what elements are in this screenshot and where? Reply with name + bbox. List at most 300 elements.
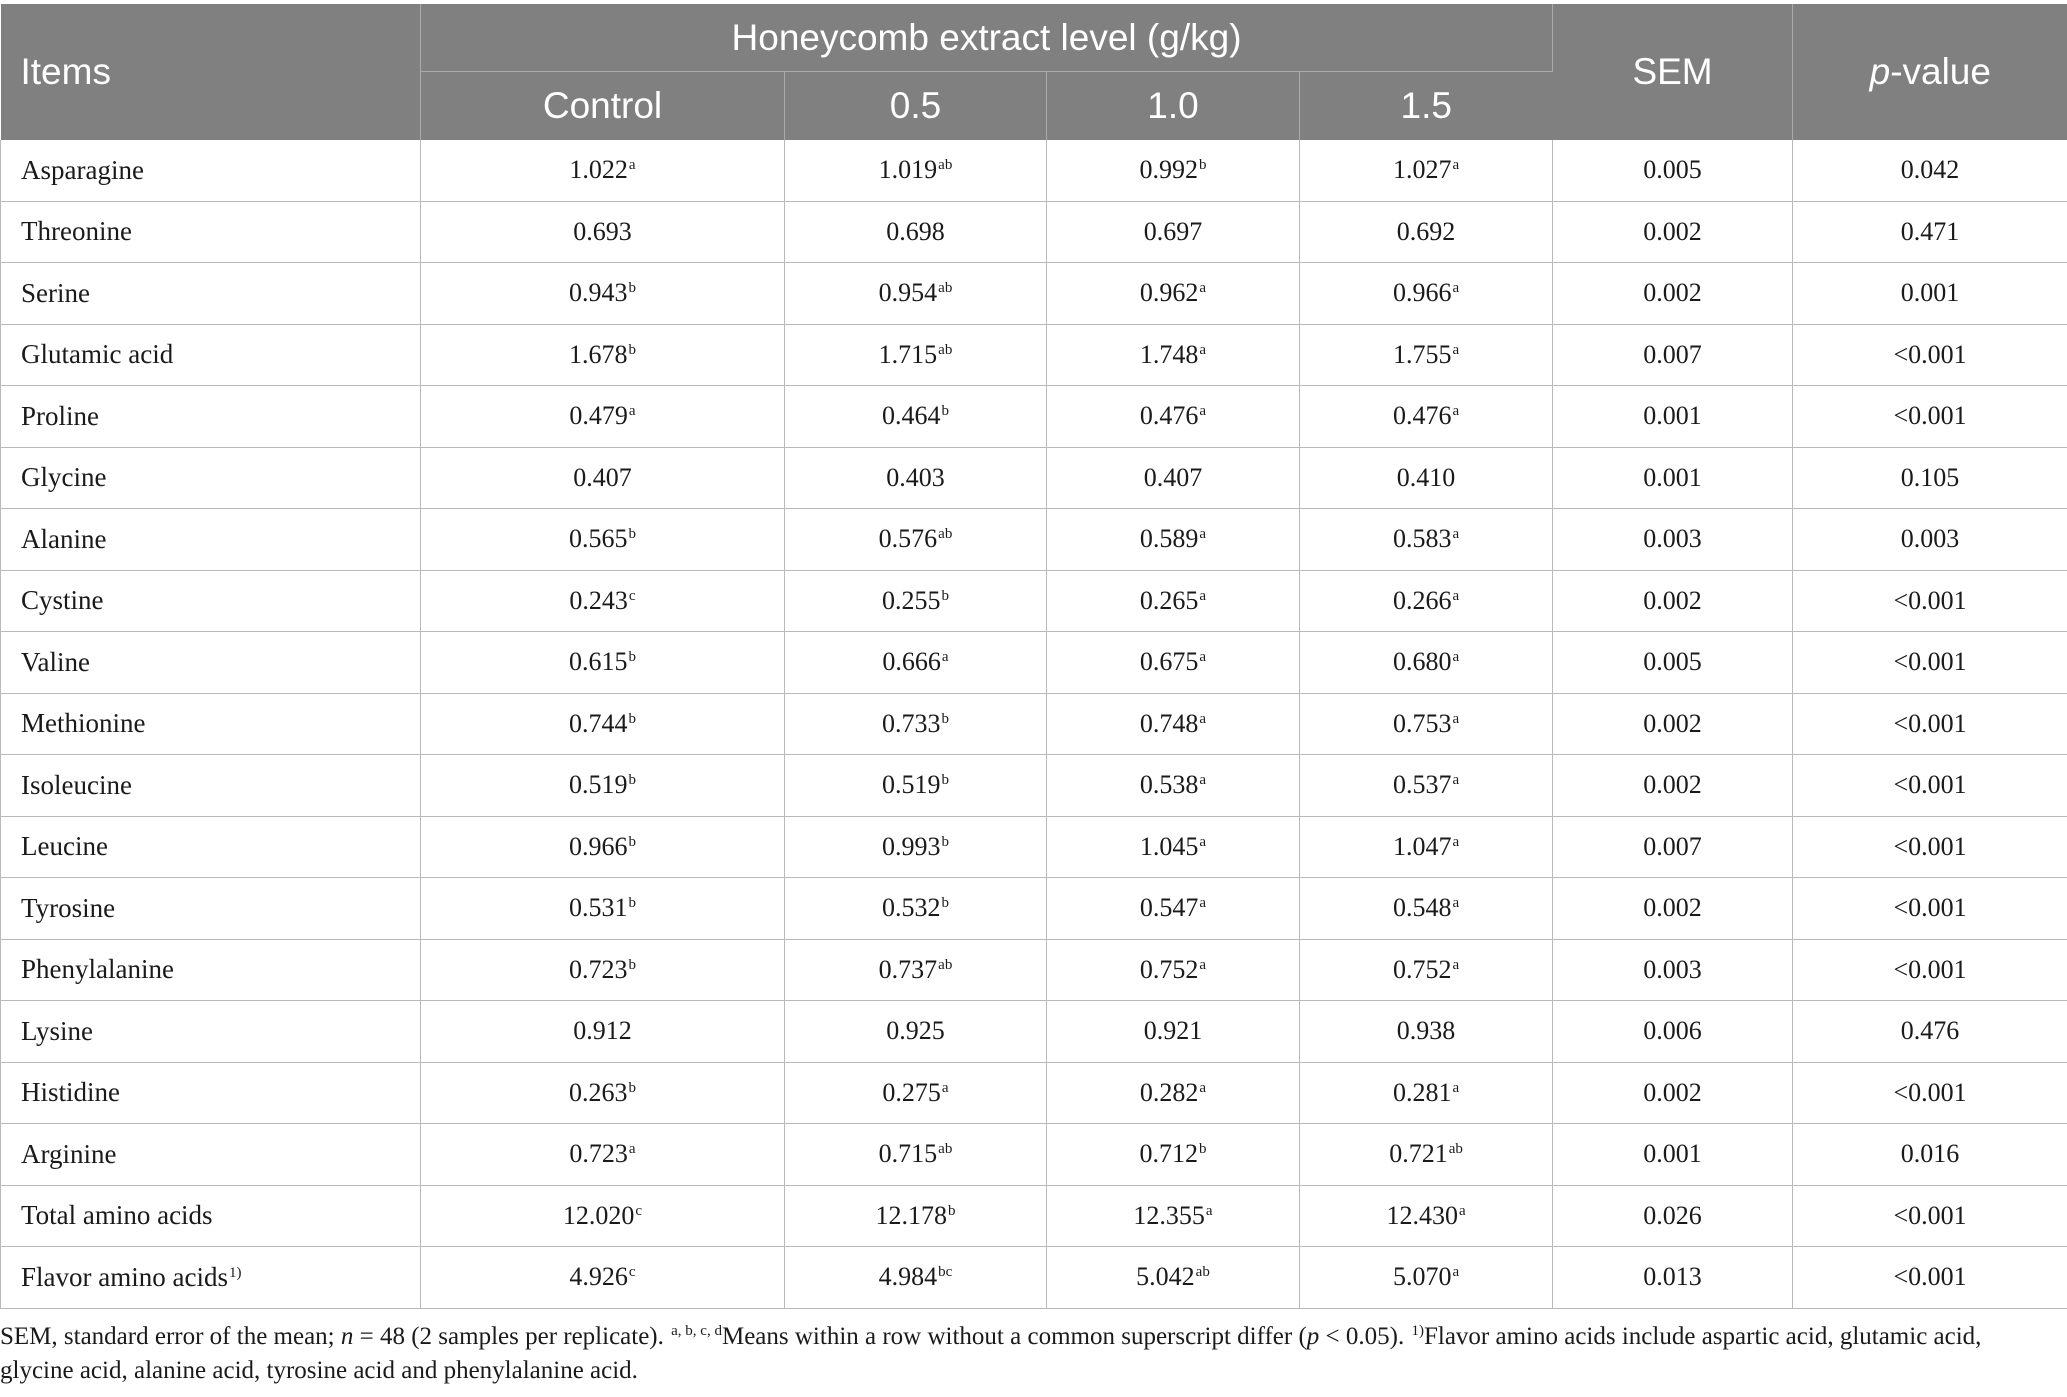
row-value: 0.962 xyxy=(1139,278,1199,308)
row-value: 1.022 xyxy=(569,155,628,185)
row-value-superscript: a xyxy=(1452,587,1460,604)
row-value-superscript: b xyxy=(941,772,949,789)
row-value: 0.263 xyxy=(569,1077,628,1107)
row-p-value: <0.001 xyxy=(1793,816,2067,878)
row-value-cell xyxy=(1300,878,1553,940)
footnote-text-4: < 0.05). xyxy=(1319,1323,1411,1350)
row-p-value: 0.016 xyxy=(1793,1124,2067,1186)
row-value: 12.178 xyxy=(875,1200,947,1230)
row-value-superscript: b xyxy=(628,341,636,358)
row-value-cell xyxy=(785,1185,1047,1247)
row-value-cell xyxy=(1300,939,1553,1001)
row-value-cell xyxy=(1047,263,1300,325)
row-item-label: Alanine xyxy=(21,523,107,554)
row-p-value: 0.001 xyxy=(1793,263,2067,325)
row-value: 12.430 xyxy=(1386,1200,1458,1230)
table-row xyxy=(1,1185,2067,1247)
row-value-cell xyxy=(421,632,785,694)
row-value-superscript: b xyxy=(1199,157,1207,174)
row-value-superscript: a xyxy=(628,157,636,174)
row-value-superscript: ab xyxy=(1448,1141,1463,1158)
row-value: 12.355 xyxy=(1133,1200,1205,1230)
header-items: Items xyxy=(1,4,421,140)
row-value: 1.748 xyxy=(1139,339,1199,369)
row-item-cell xyxy=(1,1124,421,1186)
row-item-cell xyxy=(1,570,421,632)
row-value-superscript: b xyxy=(941,710,949,727)
table-row xyxy=(1,878,2067,940)
row-value-cell xyxy=(1300,632,1553,694)
row-value: 0.715 xyxy=(878,1139,938,1169)
data-table-container xyxy=(0,4,2067,1309)
row-p-value: <0.001 xyxy=(1793,1062,2067,1124)
table-row xyxy=(1,324,2067,386)
row-value-cell xyxy=(1047,201,1300,263)
row-value-cell xyxy=(1047,324,1300,386)
row-value: 0.723 xyxy=(569,1139,628,1169)
row-value-superscript: ab xyxy=(938,157,953,174)
row-value-cell xyxy=(421,816,785,878)
row-value: 0.921 xyxy=(1143,1016,1203,1046)
row-sem: 0.013 xyxy=(1553,1247,1793,1309)
row-value: 0.281 xyxy=(1392,1077,1452,1107)
row-value-cell xyxy=(421,1247,785,1309)
row-item-cell xyxy=(1,1185,421,1247)
row-value-superscript: a xyxy=(1452,833,1460,850)
header-level-1-5: 1.5 xyxy=(1300,72,1553,141)
row-item-label: Flavor amino acids xyxy=(21,1261,228,1292)
row-item-label: Total amino acids xyxy=(21,1200,213,1231)
row-value-cell xyxy=(785,878,1047,940)
row-sem: 0.002 xyxy=(1553,1062,1793,1124)
row-value-cell xyxy=(1300,570,1553,632)
row-value-cell xyxy=(785,1124,1047,1186)
row-value: 1.047 xyxy=(1392,831,1452,861)
row-item-label: Threonine xyxy=(21,216,132,247)
row-sem: 0.007 xyxy=(1553,816,1793,878)
row-value-cell xyxy=(421,1062,785,1124)
row-value-cell xyxy=(1047,878,1300,940)
row-value-cell xyxy=(1300,755,1553,817)
row-value-cell xyxy=(785,324,1047,386)
row-value: 0.966 xyxy=(1392,278,1452,308)
row-value-cell xyxy=(1047,570,1300,632)
row-value: 0.925 xyxy=(886,1016,945,1046)
row-value-cell xyxy=(785,447,1047,509)
row-sem: 0.002 xyxy=(1553,755,1793,817)
row-value-superscript: a xyxy=(1452,1264,1460,1281)
row-value: 0.519 xyxy=(882,770,941,800)
footnote-p: p xyxy=(1306,1323,1320,1350)
row-item-label: Glycine xyxy=(21,462,107,493)
row-value-superscript: a xyxy=(941,649,949,666)
table-row xyxy=(1,509,2067,571)
row-value-superscript: b xyxy=(1199,1141,1207,1158)
row-sem: 0.001 xyxy=(1553,386,1793,448)
row-value: 4.984 xyxy=(878,1262,938,1292)
row-value: 0.583 xyxy=(1392,524,1452,554)
header-p-italic: p xyxy=(1869,51,1891,92)
row-value-cell xyxy=(785,140,1047,201)
row-value-superscript: b xyxy=(941,833,949,850)
row-value-cell xyxy=(785,201,1047,263)
row-sem: 0.005 xyxy=(1553,632,1793,694)
row-p-value: <0.001 xyxy=(1793,324,2067,386)
row-item-label: Serine xyxy=(21,277,90,308)
row-value: 0.752 xyxy=(1392,954,1452,984)
table-row xyxy=(1,1062,2067,1124)
row-value-superscript: a xyxy=(1199,526,1207,543)
row-value-superscript: b xyxy=(628,1079,636,1096)
row-value-cell xyxy=(1300,1185,1553,1247)
row-value: 0.266 xyxy=(1392,585,1452,615)
row-value-superscript: a xyxy=(1199,280,1207,297)
table-row xyxy=(1,447,2067,509)
row-value-superscript: a xyxy=(1452,649,1460,666)
row-value: 0.265 xyxy=(1139,585,1199,615)
row-item-cell xyxy=(1,755,421,817)
row-p-value: <0.001 xyxy=(1793,1247,2067,1309)
row-value: 0.255 xyxy=(882,585,941,615)
header-level-control: Control xyxy=(421,72,785,141)
row-value-superscript: ab xyxy=(938,341,953,358)
row-value: 0.407 xyxy=(1143,462,1203,492)
row-value: 0.615 xyxy=(569,647,628,677)
table-body xyxy=(1,140,2067,1308)
table-row xyxy=(1,632,2067,694)
row-value-cell xyxy=(1047,693,1300,755)
row-value: 5.070 xyxy=(1392,1262,1452,1292)
row-value-cell xyxy=(1047,447,1300,509)
row-value-cell xyxy=(1047,1247,1300,1309)
row-value-cell xyxy=(1300,386,1553,448)
row-value: 0.680 xyxy=(1392,647,1452,677)
row-item-cell xyxy=(1,632,421,694)
row-value-superscript: b xyxy=(941,895,949,912)
row-value-cell xyxy=(1047,509,1300,571)
row-value: 0.537 xyxy=(1392,770,1452,800)
row-value-superscript: b xyxy=(628,772,636,789)
row-value-cell xyxy=(421,570,785,632)
row-item-label: Lysine xyxy=(21,1015,93,1046)
row-value-cell xyxy=(785,509,1047,571)
row-value-cell xyxy=(421,140,785,201)
row-value-cell xyxy=(421,878,785,940)
row-value: 0.531 xyxy=(569,893,628,923)
row-value: 0.464 xyxy=(882,401,941,431)
row-value-superscript: a xyxy=(1458,1202,1466,1219)
row-value-superscript: a xyxy=(1199,1079,1207,1096)
row-value-cell xyxy=(1300,1001,1553,1063)
row-value: 4.926 xyxy=(569,1262,628,1292)
table-row xyxy=(1,755,2067,817)
row-p-value: <0.001 xyxy=(1793,693,2067,755)
row-value-cell xyxy=(1047,1001,1300,1063)
row-value-cell xyxy=(1047,140,1300,201)
row-value-superscript: c xyxy=(628,587,636,604)
row-value-cell xyxy=(785,755,1047,817)
row-p-value: <0.001 xyxy=(1793,632,2067,694)
footnote-text-1: SEM, standard error of the mean; xyxy=(0,1323,341,1350)
row-item-cell xyxy=(1,1001,421,1063)
header-sem: SEM xyxy=(1553,4,1793,140)
row-item-label: Phenylalanine xyxy=(21,954,174,985)
row-value-cell xyxy=(421,693,785,755)
row-value-superscript: a xyxy=(1199,587,1207,604)
row-value: 0.693 xyxy=(573,216,632,246)
row-value-cell xyxy=(785,570,1047,632)
row-value: 1.027 xyxy=(1392,155,1452,185)
row-item-cell xyxy=(1,1062,421,1124)
row-value-superscript: a xyxy=(1199,403,1207,420)
footnote-text-2: = 48 (2 samples per replicate). xyxy=(353,1323,671,1350)
row-value-superscript: a xyxy=(1199,772,1207,789)
row-value-superscript: a xyxy=(1452,710,1460,727)
row-value: 0.992 xyxy=(1139,155,1198,185)
row-value-superscript: b xyxy=(941,587,949,604)
row-item-cell xyxy=(1,140,421,201)
row-value: 0.547 xyxy=(1139,893,1199,923)
table-row xyxy=(1,201,2067,263)
row-value-superscript: a xyxy=(1452,1079,1460,1096)
row-value-cell xyxy=(785,632,1047,694)
row-value-cell xyxy=(1047,632,1300,694)
row-value-superscript: a xyxy=(1452,956,1460,973)
footnote-text-3: Means within a row without a common superscript differ ( xyxy=(721,1323,1307,1350)
row-value-superscript: ab xyxy=(938,1141,953,1158)
row-value: 0.737 xyxy=(878,954,938,984)
row-value-superscript: a xyxy=(1452,280,1460,297)
row-value: 0.476 xyxy=(1139,401,1199,431)
row-value: 0.538 xyxy=(1139,770,1199,800)
row-value: 0.938 xyxy=(1396,1016,1456,1046)
row-value-cell xyxy=(1300,324,1553,386)
row-value: 0.943 xyxy=(569,278,628,308)
row-value: 0.675 xyxy=(1139,647,1199,677)
row-value: 0.692 xyxy=(1396,216,1456,246)
row-value-cell xyxy=(1300,693,1553,755)
header-p-value xyxy=(1793,4,2067,140)
row-value-cell xyxy=(421,324,785,386)
row-value: 0.721 xyxy=(1389,1139,1448,1169)
table-row xyxy=(1,693,2067,755)
row-p-value: <0.001 xyxy=(1793,570,2067,632)
row-value: 0.666 xyxy=(882,647,941,677)
row-item-cell xyxy=(1,939,421,1001)
row-value-cell xyxy=(1047,939,1300,1001)
row-value-superscript: b xyxy=(948,1202,956,1219)
row-value-cell xyxy=(785,1247,1047,1309)
table-row xyxy=(1,816,2067,878)
row-item-label: Isoleucine xyxy=(21,769,132,800)
row-value: 12.020 xyxy=(562,1200,635,1230)
row-value-cell xyxy=(421,1001,785,1063)
row-value: 0.733 xyxy=(882,708,941,738)
row-sem: 0.002 xyxy=(1553,878,1793,940)
row-p-value: <0.001 xyxy=(1793,939,2067,1001)
amino-acid-table xyxy=(0,4,2067,1309)
table-row xyxy=(1,140,2067,201)
row-value-superscript: b xyxy=(628,649,636,666)
table-row xyxy=(1,1001,2067,1063)
row-item-cell xyxy=(1,878,421,940)
row-value: 0.243 xyxy=(569,585,628,615)
row-sem: 0.001 xyxy=(1553,447,1793,509)
row-value-superscript: ab xyxy=(938,526,953,543)
table-footnote xyxy=(0,1320,2060,1388)
row-value-superscript: a xyxy=(1452,341,1460,358)
row-p-value: 0.476 xyxy=(1793,1001,2067,1063)
row-p-value: <0.001 xyxy=(1793,386,2067,448)
row-value: 0.748 xyxy=(1139,708,1199,738)
footnote-sup-ref: 1) xyxy=(1411,1323,1424,1339)
row-value: 0.723 xyxy=(569,954,628,984)
row-sem: 0.002 xyxy=(1553,570,1793,632)
table-row xyxy=(1,570,2067,632)
row-value-superscript: a xyxy=(1199,956,1207,973)
row-value: 0.403 xyxy=(886,462,945,492)
row-value: 0.576 xyxy=(878,524,938,554)
row-item-label: Valine xyxy=(21,646,90,677)
row-value-cell xyxy=(785,1062,1047,1124)
row-value-superscript: a xyxy=(1199,649,1207,666)
footnote-text-5: Flavor amino acids include aspartic acid, glutamic acid, glycine acid, alanine acid, tyrosine acid and phenylalanine acid. xyxy=(0,1323,1982,1384)
row-value: 0.698 xyxy=(886,216,945,246)
row-value-superscript: ab xyxy=(938,956,953,973)
row-value-cell xyxy=(421,509,785,571)
row-value: 0.966 xyxy=(569,831,628,861)
row-item-label: Leucine xyxy=(21,831,108,862)
row-value-cell xyxy=(421,939,785,1001)
row-value-cell xyxy=(1300,140,1553,201)
row-item-label: Methionine xyxy=(21,708,146,739)
row-value-cell xyxy=(1300,509,1553,571)
row-value-superscript: a xyxy=(1452,526,1460,543)
row-value-cell xyxy=(1300,263,1553,325)
row-value: 0.589 xyxy=(1139,524,1199,554)
row-value-superscript: a xyxy=(1199,341,1207,358)
row-value-cell xyxy=(421,447,785,509)
row-value-cell xyxy=(1300,201,1553,263)
row-value: 0.519 xyxy=(569,770,628,800)
table-header xyxy=(1,4,2067,140)
row-sem: 0.007 xyxy=(1553,324,1793,386)
row-value-cell xyxy=(1300,1247,1553,1309)
row-value-cell xyxy=(1300,447,1553,509)
row-value-superscript: b xyxy=(628,956,636,973)
row-value: 0.954 xyxy=(878,278,938,308)
row-item-superscript: 1) xyxy=(228,1264,242,1281)
row-value: 0.275 xyxy=(882,1077,941,1107)
row-value: 1.019 xyxy=(878,155,938,185)
row-item-label: Glutamic acid xyxy=(21,339,174,370)
row-sem: 0.002 xyxy=(1553,201,1793,263)
table-row xyxy=(1,263,2067,325)
row-item-label: Cystine xyxy=(21,585,104,616)
row-item-label: Histidine xyxy=(21,1077,120,1108)
row-value-cell xyxy=(785,1001,1047,1063)
row-value-cell xyxy=(785,263,1047,325)
row-value-superscript: b xyxy=(941,403,949,420)
row-value: 1.678 xyxy=(569,339,628,369)
row-p-value: <0.001 xyxy=(1793,1185,2067,1247)
row-value-cell xyxy=(785,386,1047,448)
row-value-cell xyxy=(421,386,785,448)
row-item-cell xyxy=(1,324,421,386)
row-value-superscript: a xyxy=(1199,710,1207,727)
row-value: 5.042 xyxy=(1136,1262,1195,1292)
row-value-cell xyxy=(421,1185,785,1247)
row-value-cell xyxy=(1047,816,1300,878)
row-value-cell xyxy=(421,263,785,325)
row-item-cell xyxy=(1,509,421,571)
row-value-cell xyxy=(1300,1124,1553,1186)
row-item-label: Proline xyxy=(21,400,99,431)
row-value-cell xyxy=(1047,1124,1300,1186)
header-group-label: Honeycomb extract level (g/kg) xyxy=(421,4,1553,72)
header-level-1-0: 1.0 xyxy=(1047,72,1300,141)
row-sem: 0.003 xyxy=(1553,939,1793,1001)
row-p-value: <0.001 xyxy=(1793,755,2067,817)
row-value-superscript: b xyxy=(628,833,636,850)
footnote-n: n xyxy=(340,1323,354,1350)
row-value-superscript: b xyxy=(628,895,636,912)
row-item-cell xyxy=(1,447,421,509)
row-value-superscript: b xyxy=(628,710,636,727)
row-sem: 0.003 xyxy=(1553,509,1793,571)
row-value: 0.565 xyxy=(569,524,628,554)
row-item-label: Asparagine xyxy=(21,154,144,185)
row-value-superscript: b xyxy=(628,526,636,543)
row-value: 0.479 xyxy=(569,401,628,431)
row-value: 0.697 xyxy=(1143,216,1203,246)
row-value-superscript: a xyxy=(628,403,636,420)
row-p-value: 0.042 xyxy=(1793,140,2067,201)
table-row xyxy=(1,939,2067,1001)
row-value: 0.993 xyxy=(882,831,941,861)
row-value-cell xyxy=(1047,1185,1300,1247)
row-value-superscript: a xyxy=(941,1079,949,1096)
row-value-cell xyxy=(785,816,1047,878)
row-value-cell xyxy=(1047,1062,1300,1124)
row-value-cell xyxy=(421,1124,785,1186)
row-sem: 0.026 xyxy=(1553,1185,1793,1247)
row-value: 0.912 xyxy=(573,1016,632,1046)
row-item-label: Arginine xyxy=(21,1138,117,1169)
table-row xyxy=(1,1124,2067,1186)
row-value-superscript: a xyxy=(1452,157,1460,174)
row-value-cell xyxy=(421,755,785,817)
row-value-superscript: ab xyxy=(938,280,953,297)
row-value: 0.548 xyxy=(1392,893,1452,923)
row-value: 0.752 xyxy=(1139,954,1199,984)
row-item-cell xyxy=(1,386,421,448)
table-row xyxy=(1,386,2067,448)
row-p-value: 0.105 xyxy=(1793,447,2067,509)
row-item-cell xyxy=(1,263,421,325)
row-value: 0.712 xyxy=(1139,1139,1198,1169)
row-value-superscript: a xyxy=(1452,895,1460,912)
row-value-superscript: c xyxy=(635,1202,643,1219)
row-value-cell xyxy=(1300,1062,1553,1124)
row-value: 0.282 xyxy=(1139,1077,1199,1107)
row-item-cell xyxy=(1,1247,421,1309)
header-p-rest: -value xyxy=(1890,51,1991,92)
footnote-sup-letters: a, b, c, d xyxy=(671,1323,722,1339)
header-level-0-5: 0.5 xyxy=(785,72,1047,141)
row-value-cell xyxy=(421,201,785,263)
row-p-value: 0.471 xyxy=(1793,201,2067,263)
